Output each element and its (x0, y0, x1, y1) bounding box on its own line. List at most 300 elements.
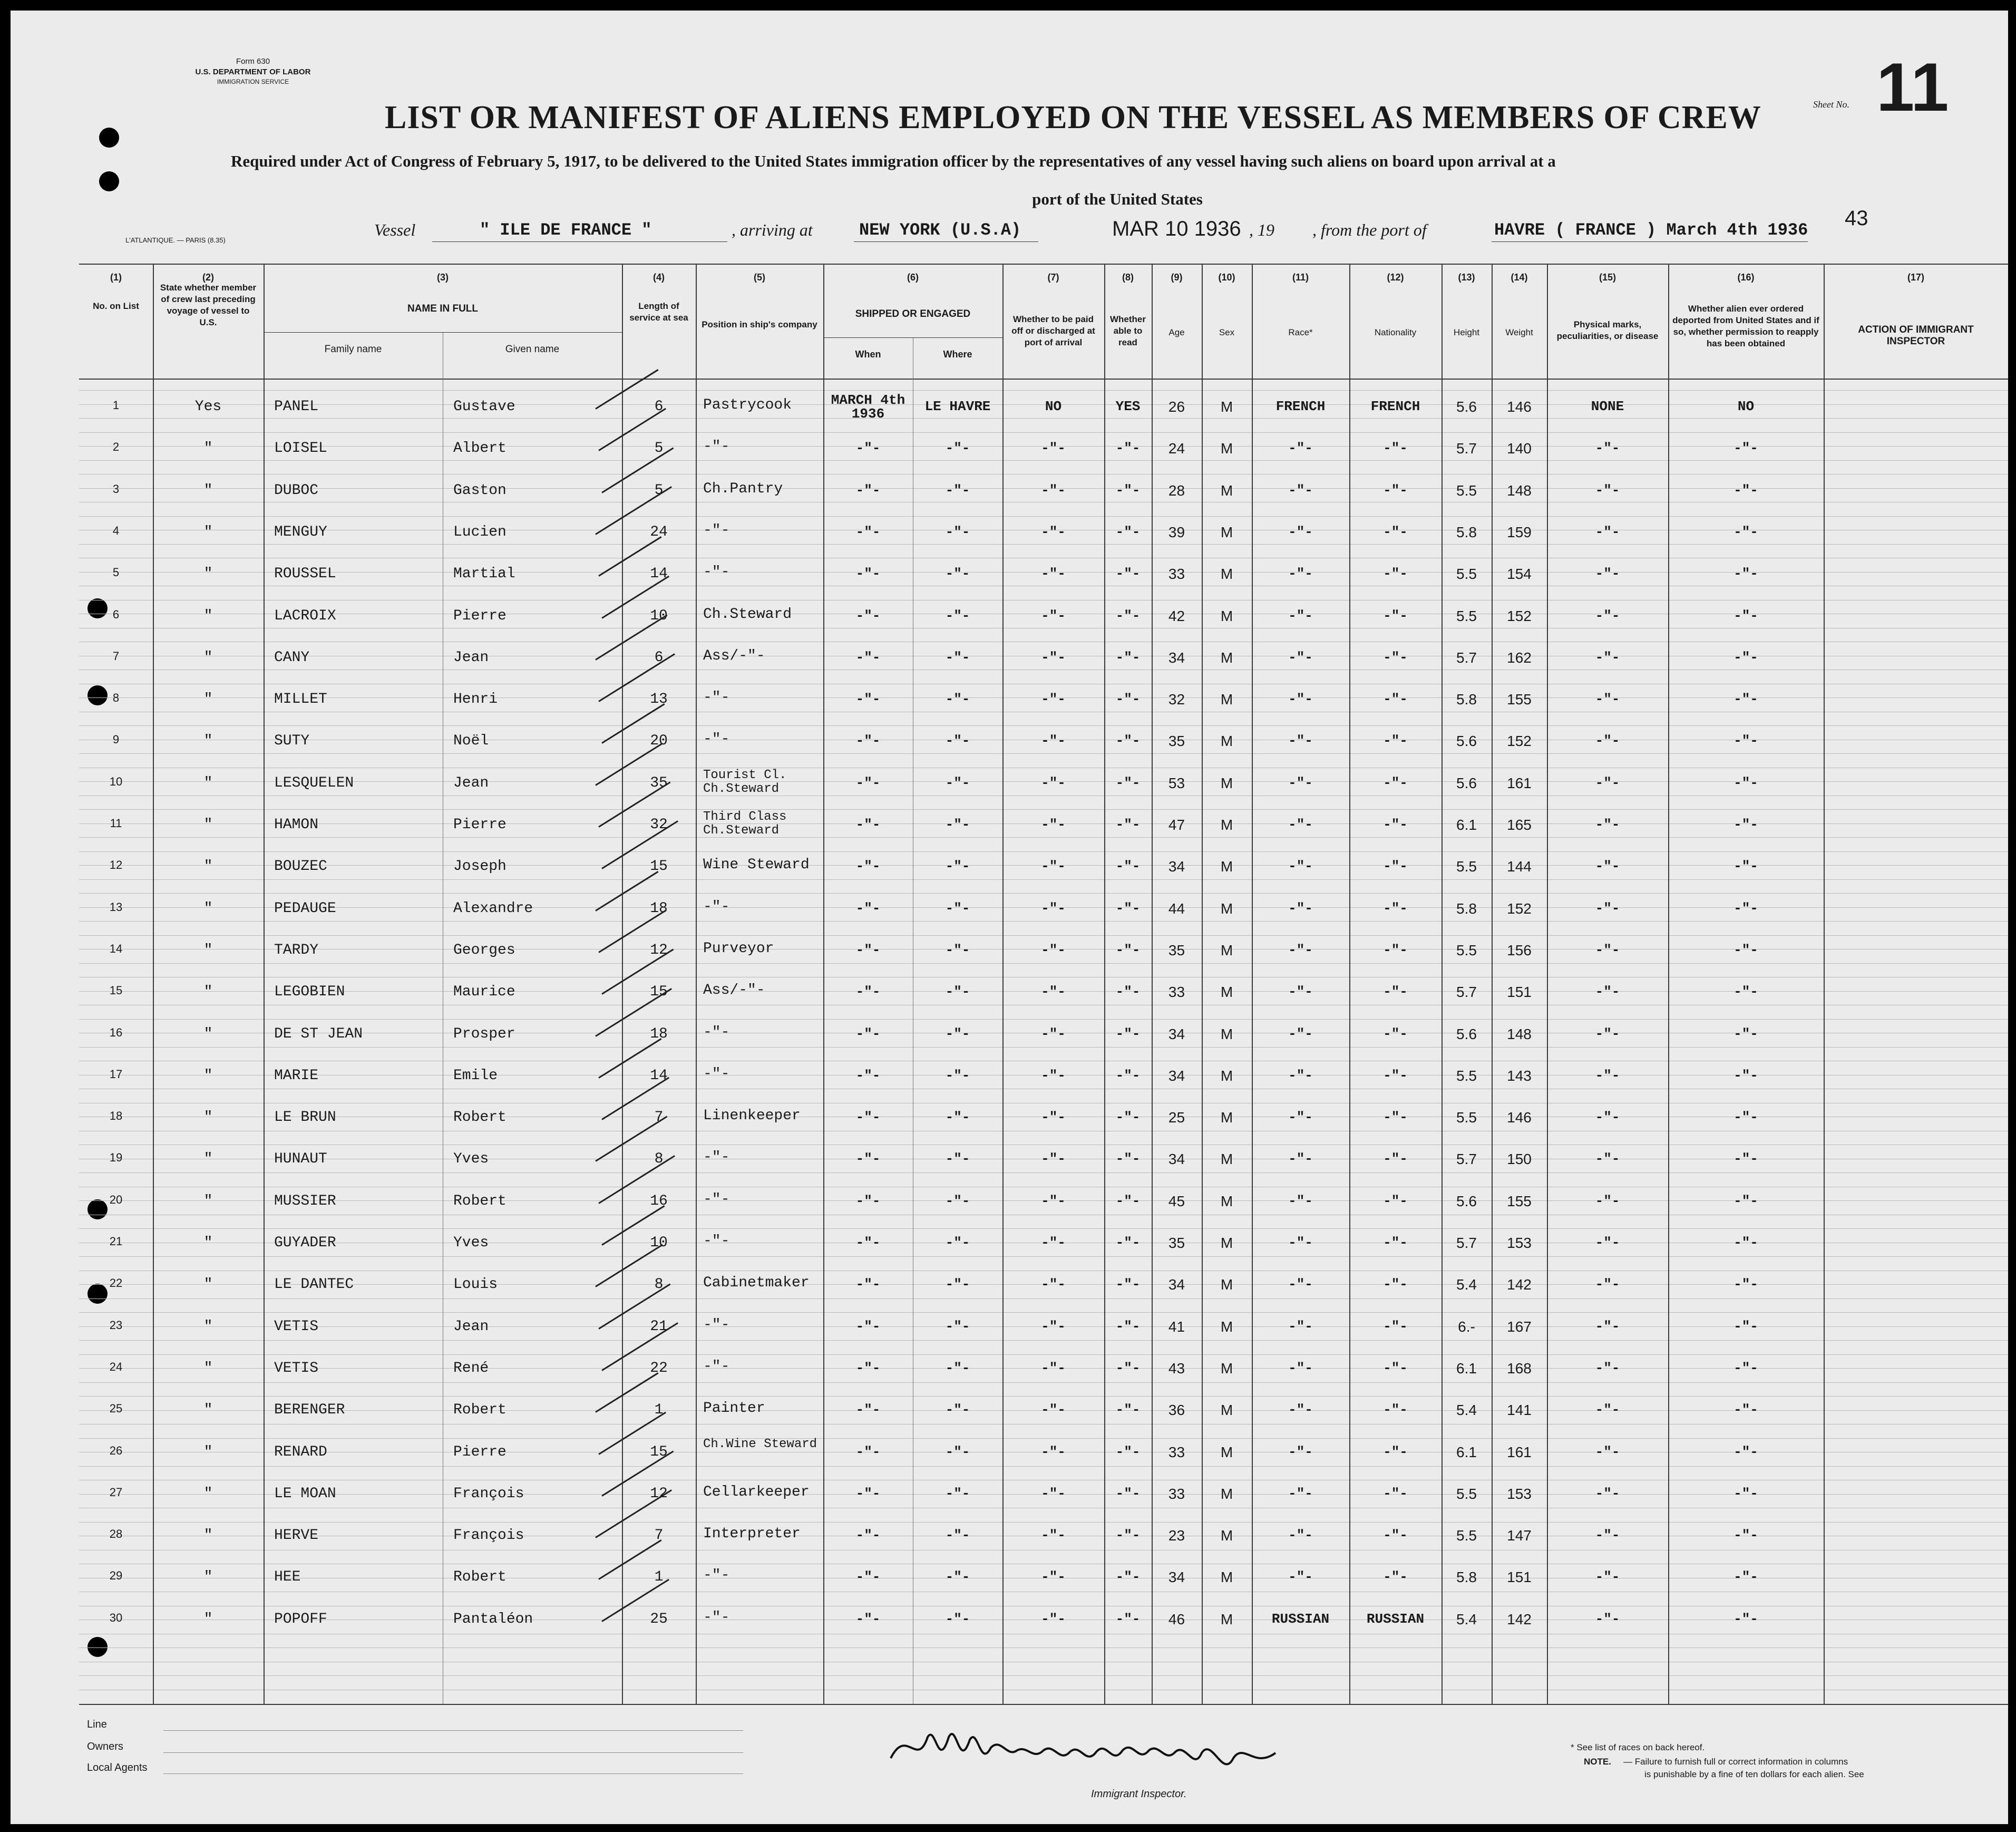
cell-age: 34 (1168, 1151, 1185, 1168)
cell-height: 5.5 (1456, 1067, 1477, 1084)
cell-given: Jean (453, 774, 489, 791)
note-label: NOTE. (1584, 1757, 1611, 1767)
date-stamp: MAR 10 1936 (1112, 217, 1241, 240)
cell-deported: -"- (1733, 1611, 1758, 1627)
cell-no: 12 (109, 858, 123, 872)
cell-where: -"- (945, 1151, 970, 1167)
cell-given: Jean (453, 649, 489, 666)
cell-deported: -"- (1733, 649, 1758, 665)
cell-nat: -"- (1383, 1443, 1408, 1460)
cell-where: LE HAVRE (924, 399, 991, 414)
cell-prev: " (203, 1485, 213, 1502)
cell-where: -"- (945, 900, 970, 916)
cell-family: LACROIX (274, 607, 336, 624)
cell-given: Robert (453, 1402, 507, 1419)
cell-sex: M (1220, 607, 1233, 624)
cell-where: -"- (945, 482, 970, 498)
cell-where: -"- (945, 691, 970, 707)
cell-deported: -"- (1733, 942, 1758, 958)
cell-prev: " (203, 817, 213, 833)
cell-no: 5 (112, 566, 120, 579)
cell-when: -"- (855, 1025, 881, 1042)
cell-sex: M (1220, 858, 1233, 875)
cell-height: 5.4 (1456, 1276, 1477, 1293)
cell-nat: -"- (1383, 607, 1408, 624)
cell-race: -"- (1288, 984, 1313, 1000)
cell-read: -"- (1115, 1235, 1141, 1251)
cell-weight: 151 (1507, 984, 1532, 1001)
cell-when: -"- (855, 1151, 881, 1167)
cell-nat: -"- (1383, 984, 1408, 1000)
cell-position: Pastrycook (703, 397, 792, 413)
cell-nat: -"- (1383, 1109, 1408, 1126)
cell-nat: -"- (1383, 649, 1408, 665)
cell-weight: 155 (1507, 691, 1532, 708)
vessel-label: Vessel (374, 220, 416, 239)
cell-weight: 168 (1507, 1360, 1532, 1377)
cell-family: CANY (274, 649, 310, 666)
note-races: * See list of races on back hereof. (1571, 1742, 1705, 1752)
cell-race: -"- (1288, 1318, 1313, 1334)
cell-deported: -"- (1733, 1025, 1758, 1042)
cell-position: -"- (703, 1567, 730, 1584)
cell-prev: " (203, 607, 213, 624)
cell-family: DUBOC (274, 482, 319, 499)
cell-height: 5.7 (1456, 1151, 1477, 1168)
header-bottom-border (79, 379, 2008, 380)
cell-read: -"- (1115, 1611, 1141, 1627)
cell-when: -"- (855, 817, 881, 832)
cell-where: -"- (945, 984, 970, 1000)
cell-sex: M (1220, 1443, 1233, 1460)
cell-read: -"- (1115, 1360, 1141, 1376)
cell-service: 24 (650, 524, 668, 540)
cell-paid: -"- (1041, 524, 1066, 540)
cell-service: 10 (650, 1235, 668, 1251)
cell-when: -"- (855, 900, 881, 916)
cell-nat: -"- (1383, 858, 1408, 875)
cell-age: 34 (1168, 1276, 1185, 1293)
cell-marks: -"- (1595, 482, 1620, 498)
cell-race: -"- (1288, 1569, 1313, 1585)
cell-service: 14 (650, 1067, 668, 1084)
cell-height: 5.7 (1456, 649, 1477, 666)
cell-where: -"- (945, 817, 970, 832)
cell-given: Yves (453, 1151, 489, 1168)
column-number: (17) (1907, 272, 1924, 283)
cell-position: -"- (703, 522, 730, 539)
cell-service: 18 (650, 1025, 668, 1042)
cell-prev: " (203, 1025, 213, 1042)
cell-when: -"- (855, 774, 881, 791)
cell-given: Pantaléon (453, 1611, 533, 1627)
cell-position: Third Class Ch.Steward (703, 810, 787, 838)
cell-when: -"- (855, 1235, 881, 1251)
printer-imprint: L'ATLANTIQUE. — PARIS (8.35) (125, 236, 226, 244)
cell-read: -"- (1115, 482, 1141, 498)
cell-sex: M (1220, 399, 1233, 415)
cell-height: 5.5 (1456, 1527, 1477, 1544)
cell-prev: " (203, 858, 213, 875)
cell-sex: M (1220, 733, 1233, 750)
cell-where: -"- (945, 774, 970, 791)
cell-prev: " (203, 1151, 213, 1168)
cell-weight: 156 (1507, 942, 1532, 958)
cell-sex: M (1220, 817, 1233, 833)
line-label: Line (87, 1719, 107, 1730)
cell-position: -"- (703, 439, 730, 455)
cell-weight: 141 (1507, 1402, 1532, 1419)
cell-age: 53 (1168, 774, 1185, 791)
cell-weight: 152 (1507, 900, 1532, 917)
cell-read: -"- (1115, 1318, 1141, 1334)
cell-where: -"- (945, 566, 970, 582)
cell-position: Ch.Steward (703, 606, 792, 623)
cell-family: PANEL (274, 399, 319, 415)
cell-position: Ass/-"- (703, 982, 765, 999)
column-number: (14) (1511, 272, 1528, 283)
cell-position: -"- (703, 1024, 730, 1041)
cell-given: Jean (453, 1318, 489, 1335)
cell-deported: -"- (1733, 817, 1758, 832)
cell-age: 33 (1168, 566, 1185, 583)
column-header: Whether alien ever ordered deported from United States and if so, whether permission to reapply has been obtained (1672, 304, 1819, 348)
column-header: Length of service at sea (629, 301, 688, 323)
cell-marks: -"- (1595, 817, 1620, 832)
cell-when: -"- (855, 858, 881, 875)
cell-given: Robert (453, 1109, 507, 1126)
cell-paid: -"- (1041, 984, 1066, 1000)
column-number: (1) (110, 272, 122, 283)
cell-read: -"- (1115, 1025, 1141, 1042)
cell-race: -"- (1288, 1025, 1313, 1042)
cell-prev: " (203, 1193, 213, 1209)
cell-age: 24 (1168, 440, 1185, 457)
column-number: (4) (653, 272, 665, 283)
cell-deported: -"- (1733, 1276, 1758, 1293)
cell-when: -"- (855, 942, 881, 958)
column-header: Physical marks, peculiarities, or disease (1556, 319, 1659, 341)
cell-age: 46 (1168, 1611, 1185, 1627)
cell-paid: -"- (1041, 607, 1066, 624)
cell-paid: -"- (1041, 1318, 1066, 1334)
cell-height: 5.5 (1456, 1485, 1477, 1502)
cell-nat: -"- (1383, 1151, 1408, 1167)
cell-no: 17 (109, 1067, 123, 1081)
cell-read: -"- (1115, 1193, 1141, 1209)
owners-label: Owners (87, 1741, 123, 1752)
cell-deported: -"- (1733, 691, 1758, 707)
cell-height: 6.- (1458, 1318, 1475, 1335)
cell-paid: -"- (1041, 858, 1066, 875)
cell-when: -"- (855, 1109, 881, 1126)
cell-when: -"- (855, 733, 881, 749)
cell-sex: M (1220, 774, 1233, 791)
inspector-label: Immigrant Inspector. (1091, 1788, 1187, 1800)
cell-prev: " (203, 1527, 213, 1544)
cell-family: RENARD (274, 1443, 327, 1460)
cell-position: -"- (703, 1609, 730, 1626)
cell-weight: 154 (1507, 566, 1532, 583)
sheet-label: Sheet No. (1813, 99, 1849, 110)
cell-deported: -"- (1733, 482, 1758, 498)
cell-position: Ch.Pantry (703, 480, 783, 497)
cell-read: -"- (1115, 1402, 1141, 1418)
cell-service: 8 (654, 1151, 664, 1168)
cell-deported: -"- (1733, 1485, 1758, 1501)
cell-paid: -"- (1041, 1067, 1066, 1083)
cell-paid: -"- (1041, 649, 1066, 665)
cell-where: -"- (945, 733, 970, 749)
cell-where: -"- (945, 649, 970, 665)
cell-given: Robert (453, 1569, 507, 1586)
cell-marks: -"- (1595, 1611, 1620, 1627)
cell-where: -"- (945, 1318, 970, 1334)
cell-prev: " (203, 1067, 213, 1084)
column-number: (13) (1458, 272, 1475, 283)
cell-when: -"- (855, 1485, 881, 1501)
note-line2: is punishable by a fine of ten dollars for each alien. See (1644, 1769, 1864, 1779)
cell-given: Martial (453, 566, 515, 583)
cell-given: Maurice (453, 984, 515, 1001)
form-department: U.S. DEPARTMENT OF LABOR (195, 67, 311, 76)
cell-prev: " (203, 1109, 213, 1126)
cell-prev: " (203, 733, 213, 750)
cell-given: Yves (453, 1235, 489, 1251)
cell-age: 34 (1168, 1067, 1185, 1084)
punch-hole (99, 171, 119, 191)
cell-when: -"- (855, 1067, 881, 1083)
cell-height: 5.7 (1456, 984, 1477, 1001)
cell-when: -"- (855, 524, 881, 540)
cell-weight: 148 (1507, 1025, 1532, 1042)
cell-marks: -"- (1595, 649, 1620, 665)
cell-nat: -"- (1383, 774, 1408, 791)
cell-when: MARCH 4th 1936 (831, 392, 905, 422)
cell-service: 15 (650, 984, 668, 1001)
cell-deported: -"- (1733, 984, 1758, 1000)
cell-race: -"- (1288, 774, 1313, 791)
cell-where: -"- (945, 1402, 970, 1418)
cell-read: -"- (1115, 817, 1141, 832)
cell-height: 5.6 (1456, 774, 1477, 791)
cell-marks: -"- (1595, 1193, 1620, 1209)
cell-age: 34 (1168, 858, 1185, 875)
cell-no: 28 (109, 1527, 123, 1541)
cell-nat: -"- (1383, 817, 1408, 832)
cell-paid: -"- (1041, 1360, 1066, 1376)
cell-race: -"- (1288, 942, 1313, 958)
cell-service: 7 (654, 1527, 664, 1544)
cell-weight: 162 (1507, 649, 1532, 666)
cell-read: -"- (1115, 858, 1141, 875)
cell-race: -"- (1288, 900, 1313, 916)
cell-family: VETIS (274, 1360, 319, 1377)
cell-no: 11 (110, 817, 122, 830)
cell-where: -"- (945, 1443, 970, 1460)
cell-when: -"- (855, 984, 881, 1000)
cell-height: 5.5 (1456, 566, 1477, 583)
cell-marks: -"- (1595, 1109, 1620, 1126)
cell-family: MILLET (274, 691, 327, 708)
cell-where: -"- (945, 858, 970, 875)
cell-family: DE ST JEAN (274, 1025, 363, 1042)
cell-given: René (453, 1360, 489, 1377)
page-number: 43 (1845, 207, 1868, 230)
cell-paid: -"- (1041, 942, 1066, 958)
cell-position: -"- (703, 1233, 730, 1249)
column-number: (10) (1218, 272, 1235, 283)
cell-read: -"- (1115, 1109, 1141, 1126)
column-header: SHIPPED OR ENGAGED (855, 308, 971, 319)
cell-marks: -"- (1595, 1569, 1620, 1585)
cell-no: 23 (109, 1318, 123, 1332)
cell-nat: -"- (1383, 1067, 1408, 1083)
cell-height: 6.1 (1456, 1360, 1477, 1377)
cell-age: 39 (1168, 524, 1185, 540)
cell-given: Georges (453, 942, 515, 958)
cell-nat: -"- (1383, 1235, 1408, 1251)
cell-sex: M (1220, 524, 1233, 540)
cell-read: -"- (1115, 566, 1141, 582)
cell-paid: -"- (1041, 1151, 1066, 1167)
cell-prev: " (203, 566, 213, 583)
cell-paid: -"- (1041, 1402, 1066, 1418)
cell-deported: -"- (1733, 1318, 1758, 1334)
cell-read: -"- (1115, 1443, 1141, 1460)
cell-no: 7 (112, 649, 120, 663)
cell-weight: 165 (1507, 817, 1532, 833)
column-header: ACTION OF IMMIGRANT INSPECTOR (1858, 324, 1974, 347)
cell-deported: -"- (1733, 1443, 1758, 1460)
cell-prev: " (203, 1611, 213, 1627)
cell-deported: -"- (1733, 1569, 1758, 1585)
cell-position: -"- (703, 1358, 730, 1375)
cell-family: MARIE (274, 1067, 319, 1084)
cell-deported: -"- (1733, 566, 1758, 582)
cell-marks: NONE (1591, 399, 1624, 414)
cell-no: 10 (109, 774, 123, 788)
note-line1: — Failure to furnish full or correct information in columns (1623, 1757, 1848, 1767)
cell-family: BOUZEC (274, 858, 327, 875)
cell-service: 32 (650, 817, 668, 833)
cell-age: 33 (1168, 1443, 1185, 1460)
cell-race: -"- (1288, 440, 1313, 457)
subtitle-line2: port of the United States (1032, 190, 1203, 208)
family-name-header: Family name (324, 344, 382, 355)
cell-no: 4 (112, 524, 120, 537)
cell-prev: " (203, 1569, 213, 1586)
cell-read: -"- (1115, 691, 1141, 707)
cell-marks: -"- (1595, 1527, 1620, 1544)
cell-position: -"- (703, 731, 730, 748)
cell-sex: M (1220, 482, 1233, 499)
cell-service: 22 (650, 1360, 668, 1377)
cell-height: 5.5 (1456, 482, 1477, 499)
cell-when: -"- (855, 440, 881, 457)
cell-family: GUYADER (274, 1235, 336, 1251)
cell-no: 16 (109, 1025, 123, 1039)
cell-paid: -"- (1041, 566, 1066, 582)
cell-where: -"- (945, 1611, 970, 1627)
cell-no: 19 (109, 1151, 123, 1165)
cell-paid: -"- (1041, 482, 1066, 498)
cell-height: 5.5 (1456, 942, 1477, 958)
cell-no: 30 (109, 1611, 123, 1624)
cell-paid: -"- (1041, 1485, 1066, 1501)
from-port: HAVRE ( FRANCE ) March 4th 1936 (1494, 220, 1808, 240)
cell-age: 33 (1168, 1485, 1185, 1502)
cell-race: -"- (1288, 691, 1313, 707)
cell-given: Robert (453, 1193, 507, 1209)
cell-position: Cabinetmaker (703, 1275, 810, 1292)
cell-service: 13 (650, 691, 668, 708)
cell-read: -"- (1115, 942, 1141, 958)
cell-paid: -"- (1041, 1443, 1066, 1460)
cell-sex: M (1220, 942, 1233, 958)
cell-sex: M (1220, 1025, 1233, 1042)
cell-sex: M (1220, 1402, 1233, 1419)
column-number: (6) (907, 272, 919, 283)
cell-marks: -"- (1595, 733, 1620, 749)
cell-marks: -"- (1595, 942, 1620, 958)
cell-prev: " (203, 1276, 213, 1293)
cell-family: ROUSSEL (274, 566, 336, 583)
cell-read: -"- (1115, 984, 1141, 1000)
cell-service: 35 (650, 774, 668, 791)
cell-nat: -"- (1383, 1318, 1408, 1334)
when-header: When (855, 349, 881, 360)
cell-weight: 150 (1507, 1151, 1532, 1168)
column-number: (2) (202, 272, 214, 283)
cell-given: Gustave (453, 399, 515, 415)
cell-service: 12 (650, 1485, 668, 1502)
cell-prev: " (203, 524, 213, 540)
cell-paid: -"- (1041, 1025, 1066, 1042)
cell-read: -"- (1115, 1569, 1141, 1585)
cell-given: Pierre (453, 607, 507, 624)
cell-age: 41 (1168, 1318, 1185, 1335)
cell-no: 26 (109, 1443, 123, 1457)
cell-service: 6 (654, 649, 664, 666)
cell-race: -"- (1288, 733, 1313, 749)
cell-no: 20 (109, 1193, 123, 1206)
cell-where: -"- (945, 524, 970, 540)
cell-age: 42 (1168, 607, 1185, 624)
column-header: Race* (1288, 327, 1313, 337)
cell-read: -"- (1115, 774, 1141, 791)
cell-nat: FRENCH (1370, 399, 1420, 414)
cell-deported: -"- (1733, 1527, 1758, 1544)
cell-age: 35 (1168, 942, 1185, 958)
cell-marks: -"- (1595, 691, 1620, 707)
cell-service: 12 (650, 942, 668, 958)
cell-position: -"- (703, 898, 730, 915)
cell-weight: 159 (1507, 524, 1532, 540)
cell-given: Louis (453, 1276, 498, 1293)
cell-height: 6.1 (1456, 1443, 1477, 1460)
cell-read: -"- (1115, 607, 1141, 624)
cell-age: 44 (1168, 900, 1185, 917)
cell-given: Prosper (453, 1025, 515, 1042)
cell-position: Wine Steward (703, 857, 810, 874)
cell-given: Albert (453, 440, 507, 457)
column-number: (3) (437, 272, 449, 283)
cell-paid: -"- (1041, 774, 1066, 791)
cell-given: Pierre (453, 1443, 507, 1460)
cell-no: 24 (109, 1360, 123, 1373)
cell-position: -"- (703, 1149, 730, 1166)
